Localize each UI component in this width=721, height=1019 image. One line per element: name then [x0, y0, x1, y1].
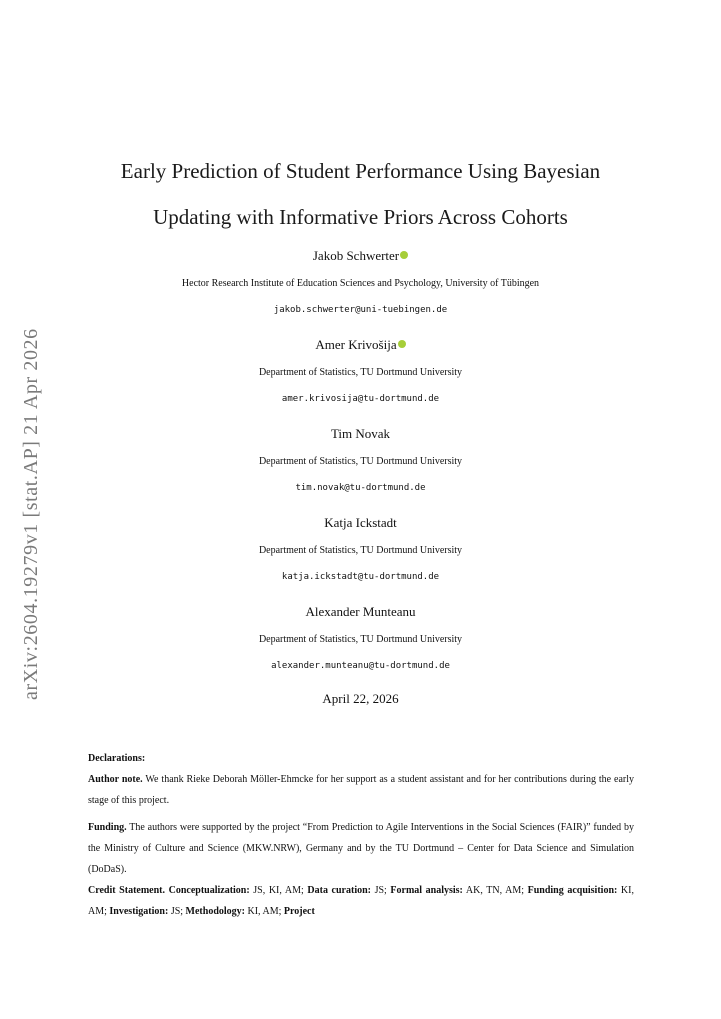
declarations-heading: Declarations:: [88, 753, 146, 764]
author-affiliation: Department of Statistics, TU Dortmund University: [258, 634, 463, 645]
author-email[interactable]: alexander.munteanu@tu-dortmund.de: [271, 661, 450, 671]
author-block: [0, 422, 721, 511]
funding-text: The authors were supported by the project “From Prediction to Agile Interventions in the Social Sciences (FAIR)” funded by the Ministry of Culture and Science (MKW.NRW), Germany and by the TU Dortmund – Center for Data Science and Simulation (DoDaS).: [88, 822, 634, 875]
credit-contributors: JS;: [370, 885, 391, 896]
funding-label: Funding.: [88, 822, 127, 833]
author-name: Tim Novak: [330, 426, 391, 441]
author-affiliation: Department of Statistics, TU Dortmund University: [258, 456, 463, 467]
author-name: Alexander Munteanu: [305, 604, 416, 619]
declarations-section: [88, 748, 634, 922]
author-note-paragraph: [88, 769, 634, 811]
author-block: [0, 511, 721, 600]
title-line-2: Updating with Informative Priors Across Cohorts: [153, 205, 568, 229]
author-block: [0, 244, 721, 333]
author-affiliation: Department of Statistics, TU Dortmund University: [258, 367, 463, 378]
orcid-icon[interactable]: [398, 340, 406, 348]
author-name: Katja Ickstadt: [324, 515, 397, 530]
credit-contributors: AK, TN, AM;: [462, 885, 528, 896]
credit-contributors: JS;: [168, 906, 186, 917]
credit-role: Methodology:: [185, 906, 245, 917]
credit-statement-paragraph: [88, 880, 634, 922]
credit-label: Credit Statement.: [88, 885, 165, 896]
author-affiliation: Department of Statistics, TU Dortmund University: [258, 545, 463, 556]
credit-role: Investigation:: [109, 906, 169, 917]
credit-role: Data curation:: [307, 885, 371, 896]
credit-contributors: KI, AM;: [245, 906, 284, 917]
author-name: [0, 333, 721, 355]
funding-paragraph: [88, 817, 634, 880]
credit-role: Formal analysis:: [390, 885, 463, 896]
credit-role: Funding acquisition:: [527, 885, 618, 896]
author-name: [0, 244, 721, 266]
author-email[interactable]: amer.krivosija@tu-dortmund.de: [281, 394, 440, 404]
paper-title: [0, 148, 721, 240]
publication-date: April 22, 2026: [322, 691, 399, 706]
credit-role: Conceptualization:: [168, 885, 250, 896]
author-email[interactable]: jakob.schwerter@uni-tuebingen.de: [273, 305, 448, 315]
title-line-1: Early Prediction of Student Performance Using Bayesian: [120, 159, 601, 183]
author-email[interactable]: tim.novak@tu-dortmund.de: [295, 483, 426, 493]
orcid-icon[interactable]: [400, 251, 408, 259]
author-name-text: Jakob Schwerter: [312, 248, 400, 263]
author-name-text: Amer Krivošija: [315, 337, 397, 352]
author-email[interactable]: katja.ickstadt@tu-dortmund.de: [281, 572, 440, 582]
author-note-text: We thank Rieke Deborah Möller-Ehmcke for her support as a student assistant and for her contributions during the early stage of this project.: [88, 774, 634, 806]
author-block: [0, 600, 721, 689]
credit-role: Project: [283, 906, 315, 917]
author-note-label: Author note.: [88, 774, 143, 785]
credit-contributors: JS, KI, AM;: [249, 885, 308, 896]
author-block: [0, 333, 721, 422]
author-affiliation: Hector Research Institute of Education Sciences and Psychology, University of Tübingen: [181, 278, 540, 289]
credit-contributors: KI, AM;: [88, 885, 634, 917]
arxiv-identifier: arXiv:2604.19279v1 [stat.AP] 21 Apr 2026: [20, 328, 42, 700]
author-list: [0, 244, 721, 689]
